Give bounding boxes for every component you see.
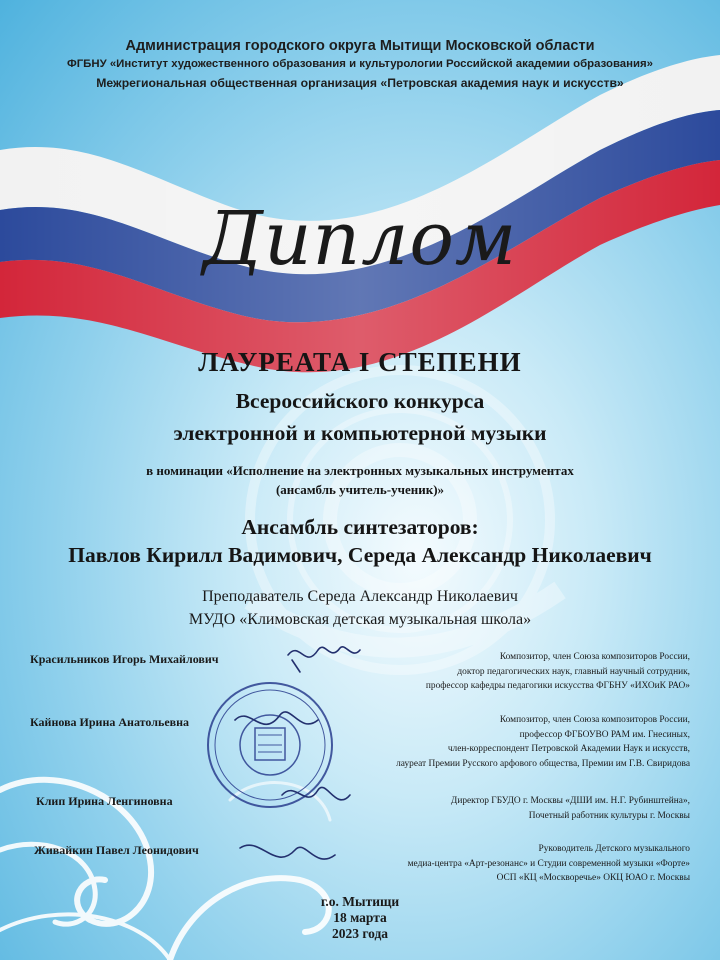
jury-title-line: Композитор, член Союза композиторов России, xyxy=(499,715,690,725)
header-line-1: Администрация городского округа Мытищи Московской области xyxy=(125,38,595,54)
competition-line-1: Всероссийского конкурса xyxy=(235,389,485,413)
jury-title-line: ОСП «КЦ «Москворечье» ОКЦ ЮАО г. Москвы xyxy=(496,873,690,883)
jury-title-line: профессор ФГБОУВО РАМ им. Гнесиных, xyxy=(519,729,690,740)
city-line: г.о. Мытищи xyxy=(320,894,400,909)
jury-title-line: Директор ГБУДО г. Москвы «ДШИ им. Н.Г. Рубинштейна», xyxy=(450,796,690,806)
ensemble-heading: Ансамбль синтезаторов: xyxy=(241,515,479,539)
jury-title-line: Руководитель Детского музыкального xyxy=(538,844,690,854)
jury-member-title xyxy=(396,713,690,771)
jury-title-line: Почетный работник культуры г. Москвы xyxy=(528,810,690,821)
jury-member-name: Живайкин Павел Леонидович xyxy=(34,843,199,857)
nomination-line-2: (ансамбль учитель-ученик)» xyxy=(275,482,445,497)
teacher-line: Преподаватель Середа Александр Николаевич xyxy=(202,588,518,605)
nomination-line-1: в номинации «Исполнение на электронных музыкальных инструментах xyxy=(146,463,574,478)
header-line-3: Межрегиональная общественная организация «Петровская академия наук и искусств» xyxy=(96,76,624,90)
jury-title-line: член-корреспондент Петровской Академии Наук и искусств, xyxy=(447,744,690,754)
jury-member-title xyxy=(451,794,690,823)
competition-line-2: электронной и компьютерной музыки xyxy=(173,421,547,445)
date-line-2: 2023 года xyxy=(331,926,389,941)
header-line-2: ФГБНУ «Институт художественного образования и культурологии Российской академии образования» xyxy=(66,58,653,70)
jury-title-line: лауреат Премии Русского арфового общества, Премии им Г.В. Свиридова xyxy=(396,758,690,769)
participant-names: Павлов Кирилл Вадимович, Середа Александр Николаевич xyxy=(68,543,652,567)
jury-title-line: медиа-центра «Арт-резонанс» и Студии современной музыки «Форте» xyxy=(407,858,690,869)
degree-heading: ЛАУРЕАТА I СТЕПЕНИ xyxy=(198,347,522,377)
jury-member-title xyxy=(408,842,690,886)
date-line-1: 18 марта xyxy=(333,910,387,925)
jury-title-line: доктор педагогических наук, главный научный сотрудник, xyxy=(457,666,690,677)
school-line: МУДО «Климовская детская музыкальная школа» xyxy=(188,611,532,628)
jury-member-name: Красильников Игорь Михайлович xyxy=(30,652,219,666)
jury-member-title xyxy=(426,650,690,694)
diploma-title: Диплом xyxy=(202,196,518,282)
jury-title-line: профессор кафедры педагогики искусства ФГБНУ «ИХОиК РАО» xyxy=(425,681,690,691)
jury-title-line: Композитор, член Союза композиторов России, xyxy=(499,652,690,662)
jury-member-name: Клип Ирина Ленгиновна xyxy=(36,794,173,808)
jury-member-name: Кайнова Ирина Анатольевна xyxy=(30,715,190,729)
